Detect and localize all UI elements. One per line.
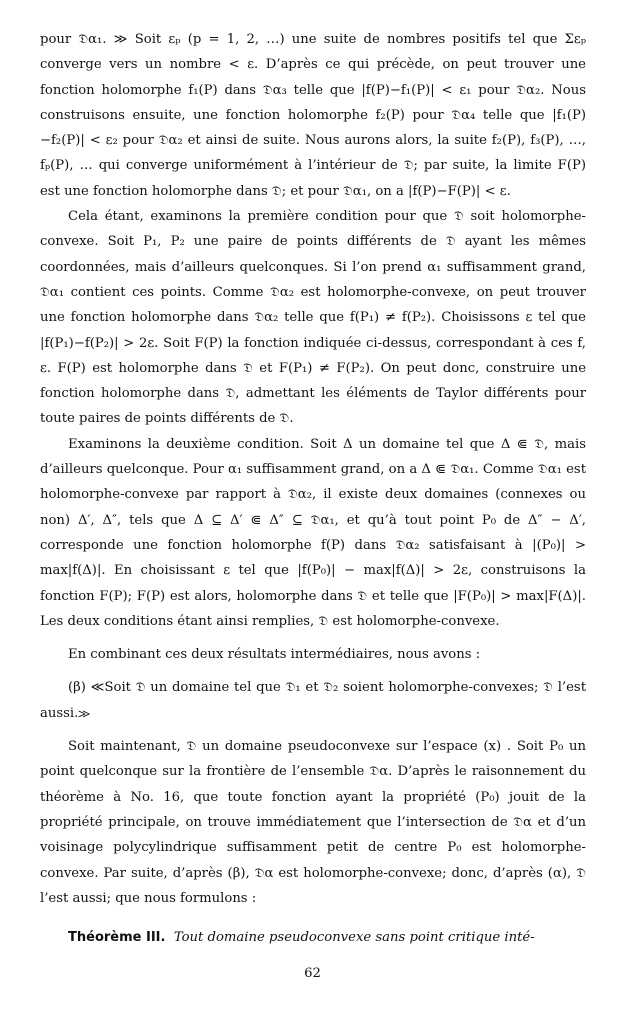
theorem-3 — [40, 925, 586, 950]
paragraph-1: pour 𝔇α₁. ≫ Soit εₚ (p = 1, 2, …) une suite de nombres positifs tel que Σεₚ converge vers un nombre < ε. D’après ce qui précède, on peut trouver une fonction holomorphe f₁(P) dans 𝔇α₃ telle que |f(P)−f₁(P)| < ε₁ pour 𝔇α₂. Nous construisons ensuite, une fonction holomorphe f₂(P) pour 𝔇α₄ telle que |f₁(P)−f₂(P)| < ε₂ pour 𝔇α₂ et ainsi de suite. Nous aurons alors, la suite f₂(P), f₃(P), …, fₚ(P), … qui converge uniformément à l’intérieur de 𝔇; par suite, la limite F(P) est une fonction holomorphe dans 𝔇; et pour 𝔇α₁, on a |f(P)−F(P)| < ε. — [40, 32, 586, 199]
statement-beta: (β) ≪Soit 𝔇 un domaine tel que 𝔇₁ et 𝔇₂ soient holomorphe-convexes; 𝔇 l’est aussi.≫ — [40, 680, 586, 721]
paragraph-4: En combinant ces deux résultats intermédiaires, nous avons : — [68, 647, 481, 663]
theorem-text: Tout domaine pseudoconvexe sans point critique inté- — [173, 930, 535, 946]
theorem-label: Théorème III. — [68, 930, 166, 946]
paragraph-5: Soit maintenant, 𝔇 un domaine pseudoconvexe sur l’espace (x) . Soit P₀ un point quelconque sur la frontière de l’ensemble 𝔇α. D’après le raisonnement du théorème à No. 16, que toute fonction ayant la propriété (P₀) jouit de la propriété principale, on trouve immédiatement que l’intersection de 𝔇α et d’un voisinage polycylindrique suffisamment petit de centre P₀ est holomorphe-convexe. Par suite, d’après (β), 𝔇α est holomorphe-convexe; donc, d’après (α), 𝔇 l’est aussi; que nous formulons : — [40, 739, 586, 906]
page-number: 62 — [304, 966, 321, 981]
page-body — [40, 27, 586, 950]
paragraph-2: Cela étant, examinons la première condition pour que 𝔇 soit holomorphe-convexe. Soit P₁, P₂ une paire de points différents de 𝔇 ayant les mêmes coordonnées, mais d’ailleurs quelconques. Si l’on prend α₁ suffisamment grand, 𝔇α₁ contient ces points. Comme 𝔇α₂ est holomorphe-convexe, on peut trouver une fonction holomorphe dans 𝔇α₂ telle que f(P₁) ≠ f(P₂). Choisissons ε tel que |f(P₁)−f(P₂)| > 2ε. Soit F(P) la fonction indiquée ci-dessus, correspondant à ces f, ε. F(P) est holomorphe dans 𝔇 et F(P₁) ≠ F(P₂). On peut donc, construire une fonction holomorphe dans 𝔇, admettant les éléments de Taylor différents pour toute paires de points différents de 𝔇. — [40, 209, 586, 427]
paragraph-3: Examinons la deuxième condition. Soit Δ un domaine tel que Δ ⋐ 𝔇, mais d’ailleurs quelconque. Pour α₁ suffisamment grand, on a Δ ⋐ 𝔇α₁. Comme 𝔇α₁ est holomorphe-convexe par rapport à 𝔇α₂, il existe deux domaines (connexes ou non) Δ′, Δ″, tels que Δ ⊆ Δ′ ⋐ Δ″ ⊆ 𝔇α₁, et qu’à tout point P₀ de Δ″ − Δ′, corresponde une fonction holomorphe f(P) dans 𝔇α₂ satisfaisant à |(P₀)| > max|f(Δ)|. En choisissant ε tel que |f(P₀)| − max|f(Δ)| > 2ε, construisons la fonction F(P); F(P) est alors, holomorphe dans 𝔇 et telle que |F(P₀)| > max|F(Δ)|. Les deux conditions étant ainsi remplies, 𝔇 est holomorphe-convexe. — [40, 436, 586, 629]
